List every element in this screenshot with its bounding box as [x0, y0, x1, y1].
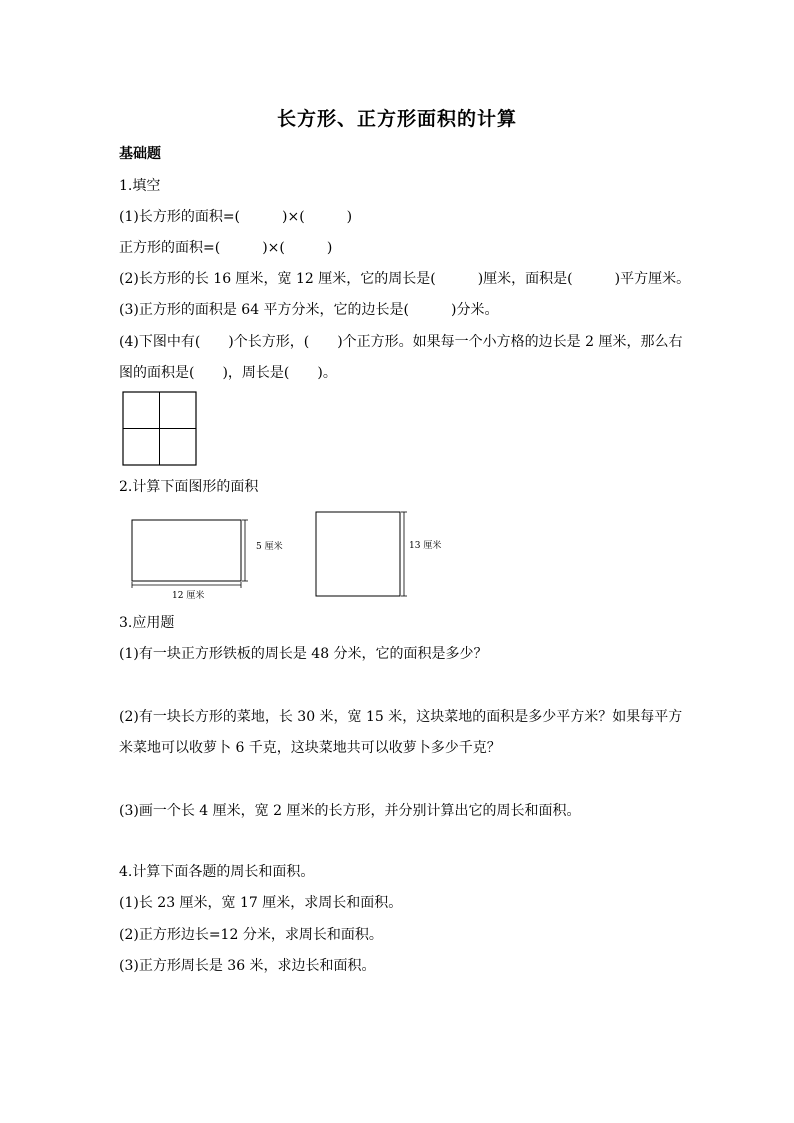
q1-item-4b: 图的面积是( )，周长是( )。 [119, 365, 337, 381]
square-figure [311, 507, 451, 597]
q1-item-4a: (4)下图中有( )个长方形，( )个正方形。如果每一个小方格的边长是 2 厘米，那么右 [119, 334, 683, 350]
q1-heading: 1.填空 [119, 178, 161, 194]
q3-item-1: (1)有一块正方形铁板的周长是 48 分米，它的面积是多少？ [119, 646, 488, 662]
section-heading: 基础题 [119, 146, 161, 162]
q3-heading: 3.应用题 [119, 615, 175, 631]
rect-height-label: 5 厘米 [256, 542, 283, 552]
square-side-label: 13 厘米 [409, 541, 442, 551]
q1-item-2: (2)长方形的长 16 厘米，宽 12 厘米，它的周长是( )厘米，面积是( )平方厘米。 [119, 271, 691, 287]
rectangle-shape [132, 520, 241, 581]
q4-heading: 4.计算下面各题的周长和面积。 [119, 864, 315, 880]
grid-figure [122, 391, 198, 467]
q4-item-3: (3)正方形周长是 36 米，求边长和面积。 [119, 958, 376, 974]
page-title: 长方形、正方形面积的计算 [276, 108, 517, 130]
square-shape [316, 512, 400, 596]
q1-item-3: (3)正方形的面积是 64 平方分米，它的边长是( )分米。 [119, 302, 499, 318]
rect-width-label: 12 厘米 [172, 591, 205, 601]
q4-item-1: (1)长 23 厘米，宽 17 厘米，求周长和面积。 [119, 895, 403, 911]
q3-item-2a: (2)有一块长方形的菜地，长 30 米，宽 15 米，这块菜地的面积是多少平方米？如果每平方 [119, 709, 683, 725]
rectangle-figure [125, 514, 295, 602]
q2-heading: 2.计算下面图形的面积 [119, 479, 259, 495]
q1-item-1b: 正方形的面积=( )×( ) [119, 240, 333, 256]
q1-item-1a: (1)长方形的面积=( )×( ) [119, 209, 353, 225]
q3-item-3: (3)画一个长 4 厘米，宽 2 厘米的长方形，并分别计算出它的周长和面积。 [119, 803, 581, 819]
q3-item-2b: 米菜地可以收萝卜 6 千克，这块菜地共可以收萝卜多少千克？ [119, 740, 501, 756]
q4-item-2: (2)正方形边长=12 分米，求周长和面积。 [119, 927, 383, 943]
